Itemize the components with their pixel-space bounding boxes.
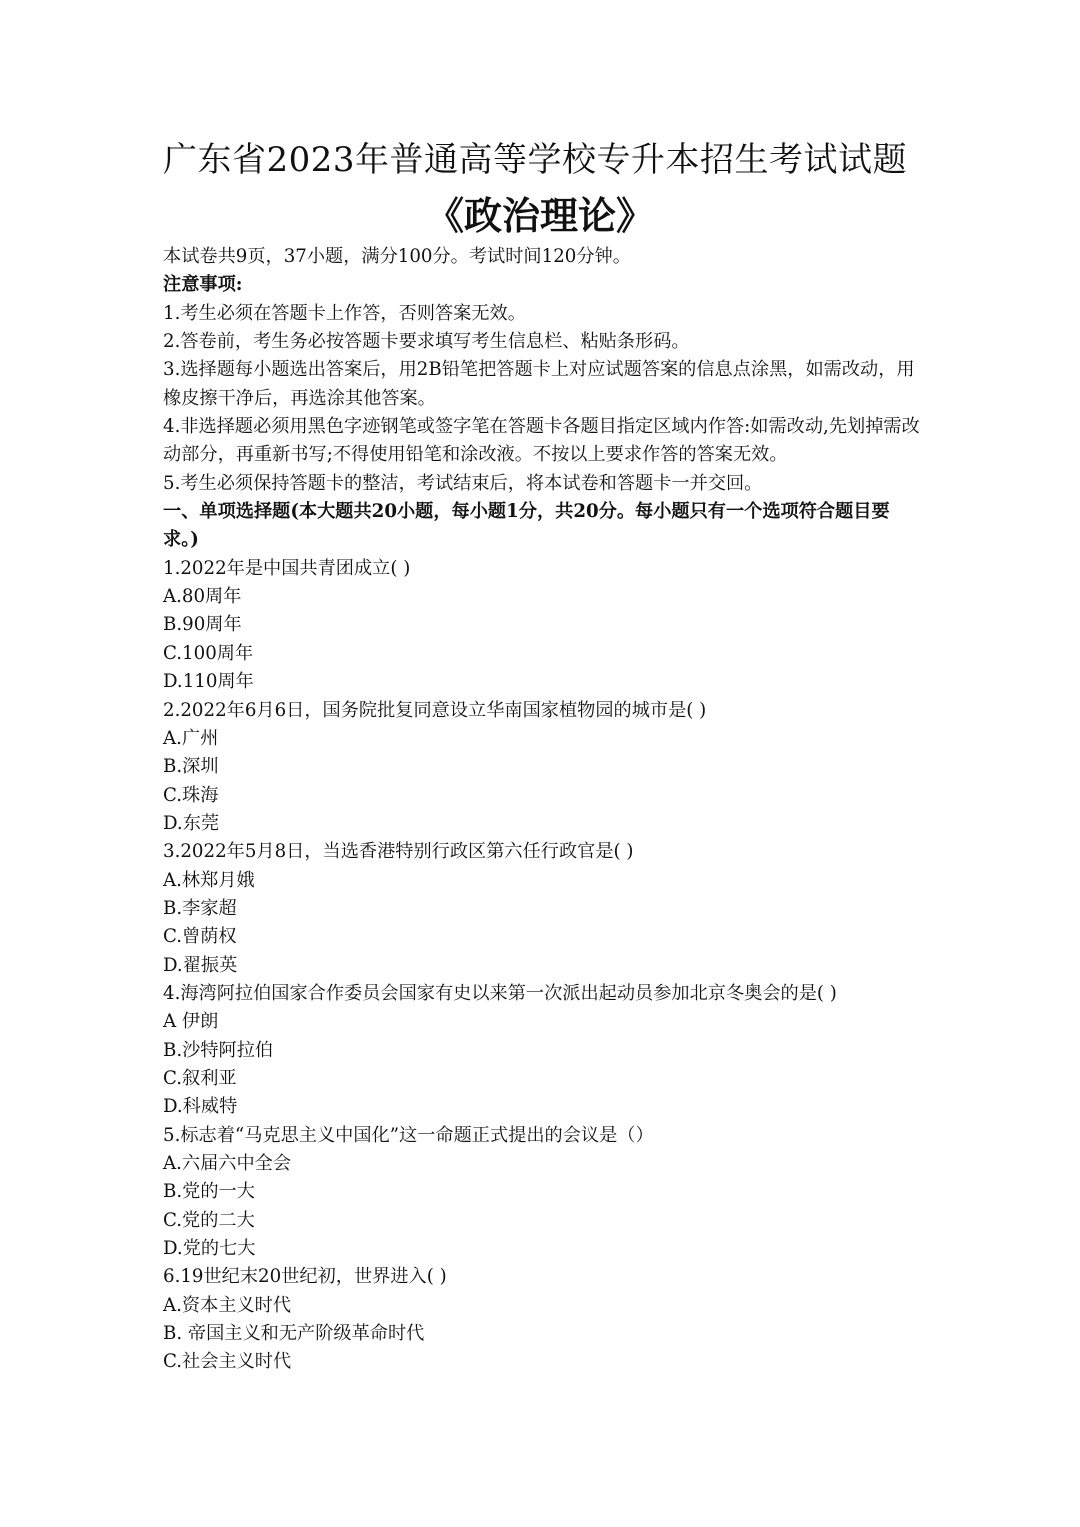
answer-option: B.沙特阿拉伯 <box>163 1039 274 1061</box>
answer-option: C.100周年 <box>163 642 254 664</box>
question-stem: 1.2022年是中国共青团成立( ) <box>163 557 411 579</box>
answer-option: A.广州 <box>163 727 219 749</box>
answer-option: B. 帝国主义和无产阶级革命时代 <box>163 1323 425 1345</box>
section-heading: 一、单项选择题(本大题共20小题，每小题1分，共20分。每小题只有一个选项符合题目要求。) <box>163 501 890 551</box>
exam-summary: 本试卷共9页，37小题，满分100分。考试时间120分钟。 <box>163 246 631 267</box>
answer-option: D.110周年 <box>163 671 254 693</box>
note-item: 1.考生必须在答题卡上作答，否则答案无效。 <box>163 302 526 324</box>
question-stem: 2.2022年6月6日，国务院批复同意设立华南国家植物园的城市是( ) <box>163 699 707 721</box>
answer-option: D.党的七大 <box>163 1238 256 1260</box>
answer-option: B.李家超 <box>163 897 237 919</box>
answer-option: A.资本主义时代 <box>163 1294 292 1316</box>
answer-option: B.90周年 <box>163 614 242 636</box>
answer-option: A.六届六中全会 <box>163 1153 292 1174</box>
note-item: 5.考生必须保持答题卡的整洁，考试结束后，将本试卷和答题卡一并交回。 <box>163 472 763 494</box>
answer-option: B.深圳 <box>163 756 219 778</box>
answer-option: A 伊朗 <box>163 1011 219 1033</box>
note-item: 4.非选择题必须用黑色字迹钢笔或签字笔在答题卡各题目指定区域内作答:如需改动,先划掉需改动部分，再重新书写;不得使用铅笔和涂改液。不按以上要求作答的答案无效。 <box>163 416 920 466</box>
answer-option: A.林郑月娥 <box>163 869 255 891</box>
question-stem: 3.2022年5月8日，当选香港特别行政区第六任行政官是( ) <box>163 841 634 863</box>
exam-title: 广东省2023年普通高等学校专升本招生考试试题 <box>163 140 908 180</box>
question-stem: 5.标志着“马克思主义中国化”这一命题正式提出的会议是（） <box>163 1124 654 1146</box>
answer-option: B.党的一大 <box>163 1181 255 1203</box>
exam-subject: 《政治理论》 <box>425 193 654 238</box>
answer-option: C.珠海 <box>163 784 219 806</box>
question-stem: 4.海湾阿拉伯国家合作委员会国家有史以来第一次派出起动员参加北京冬奥会的是( ) <box>163 982 837 1004</box>
answer-option: A.80周年 <box>163 586 242 608</box>
answer-option: D.翟振英 <box>163 954 238 976</box>
answer-option: C.社会主义时代 <box>163 1351 292 1373</box>
answer-option: C.党的二大 <box>163 1209 255 1231</box>
answer-option: D.科威特 <box>163 1096 238 1118</box>
note-item: 2.答卷前，考生务必按答题卡要求填写考生信息栏、粘贴条形码。 <box>163 331 690 353</box>
question-stem: 6.19世纪末20世纪初，世界进入( ) <box>163 1266 447 1288</box>
exam-body <box>163 243 923 1377</box>
answer-option: D.东莞 <box>163 812 220 834</box>
answer-option: C.叙利亚 <box>163 1067 237 1089</box>
notes-heading: 注意事项: <box>163 274 243 296</box>
answer-option: C.曾荫权 <box>163 926 237 948</box>
note-item: 3.选择题每小题选出答案后，用2B铅笔把答题卡上对应试题答案的信息点涂黑，如需改动，用橡皮擦干净后，再选涂其他答案。 <box>163 359 915 409</box>
